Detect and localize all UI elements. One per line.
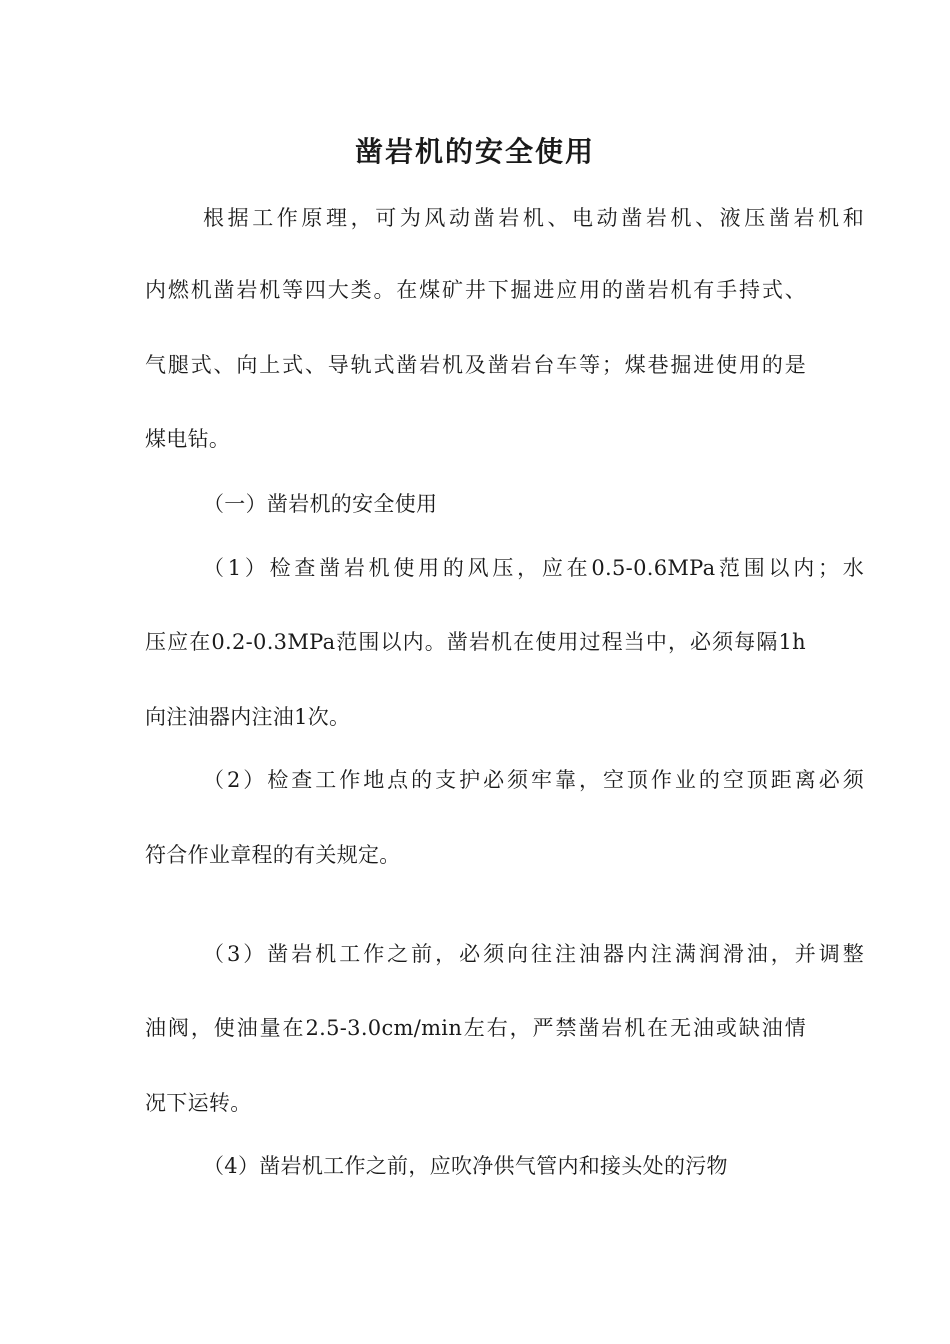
text-line: 压应在0.2-0.3MPa范围以内。凿岩机在使用过程当中，必须每隔1h [145,630,806,654]
text-line: 内燃机凿岩机等四大类。在煤矿井下掘进应用的凿岩机有手持式、 [145,278,806,302]
text-line: 符合作业章程的有关规定。 [145,843,401,867]
text-line: （1）检查凿岩机使用的风压，应在0.5-0.6MPa范围以内；水 [203,556,864,580]
text-line: 油阀，使油量在2.5-3.0cm/min左右，严禁凿岩机在无油或缺油情 [145,1016,806,1040]
text-line: （2）检查工作地点的支护必须牢靠，空顶作业的空顶距离必须 [203,768,864,792]
text-line: （3）凿岩机工作之前，必须向往注油器内注满润滑油，并调整 [203,942,864,966]
text-line: （4）凿岩机工作之前，应吹净供气管内和接头处的污物 [203,1154,728,1178]
text-line: 况下运转。 [145,1091,252,1115]
page-title: 凿岩机的安全使用 [354,135,595,168]
text-line: 气腿式、向上式、导轨式凿岩机及凿岩台车等；煤巷掘进使用的是 [145,353,806,377]
text-line: 向注油器内注油1次。 [145,705,351,729]
text-line: 根据工作原理，可为风动凿岩机、电动凿岩机、液压凿岩机和 [203,206,864,230]
section-heading: （一）凿岩机的安全使用 [203,492,438,516]
text-line: 煤电钻。 [145,427,231,451]
